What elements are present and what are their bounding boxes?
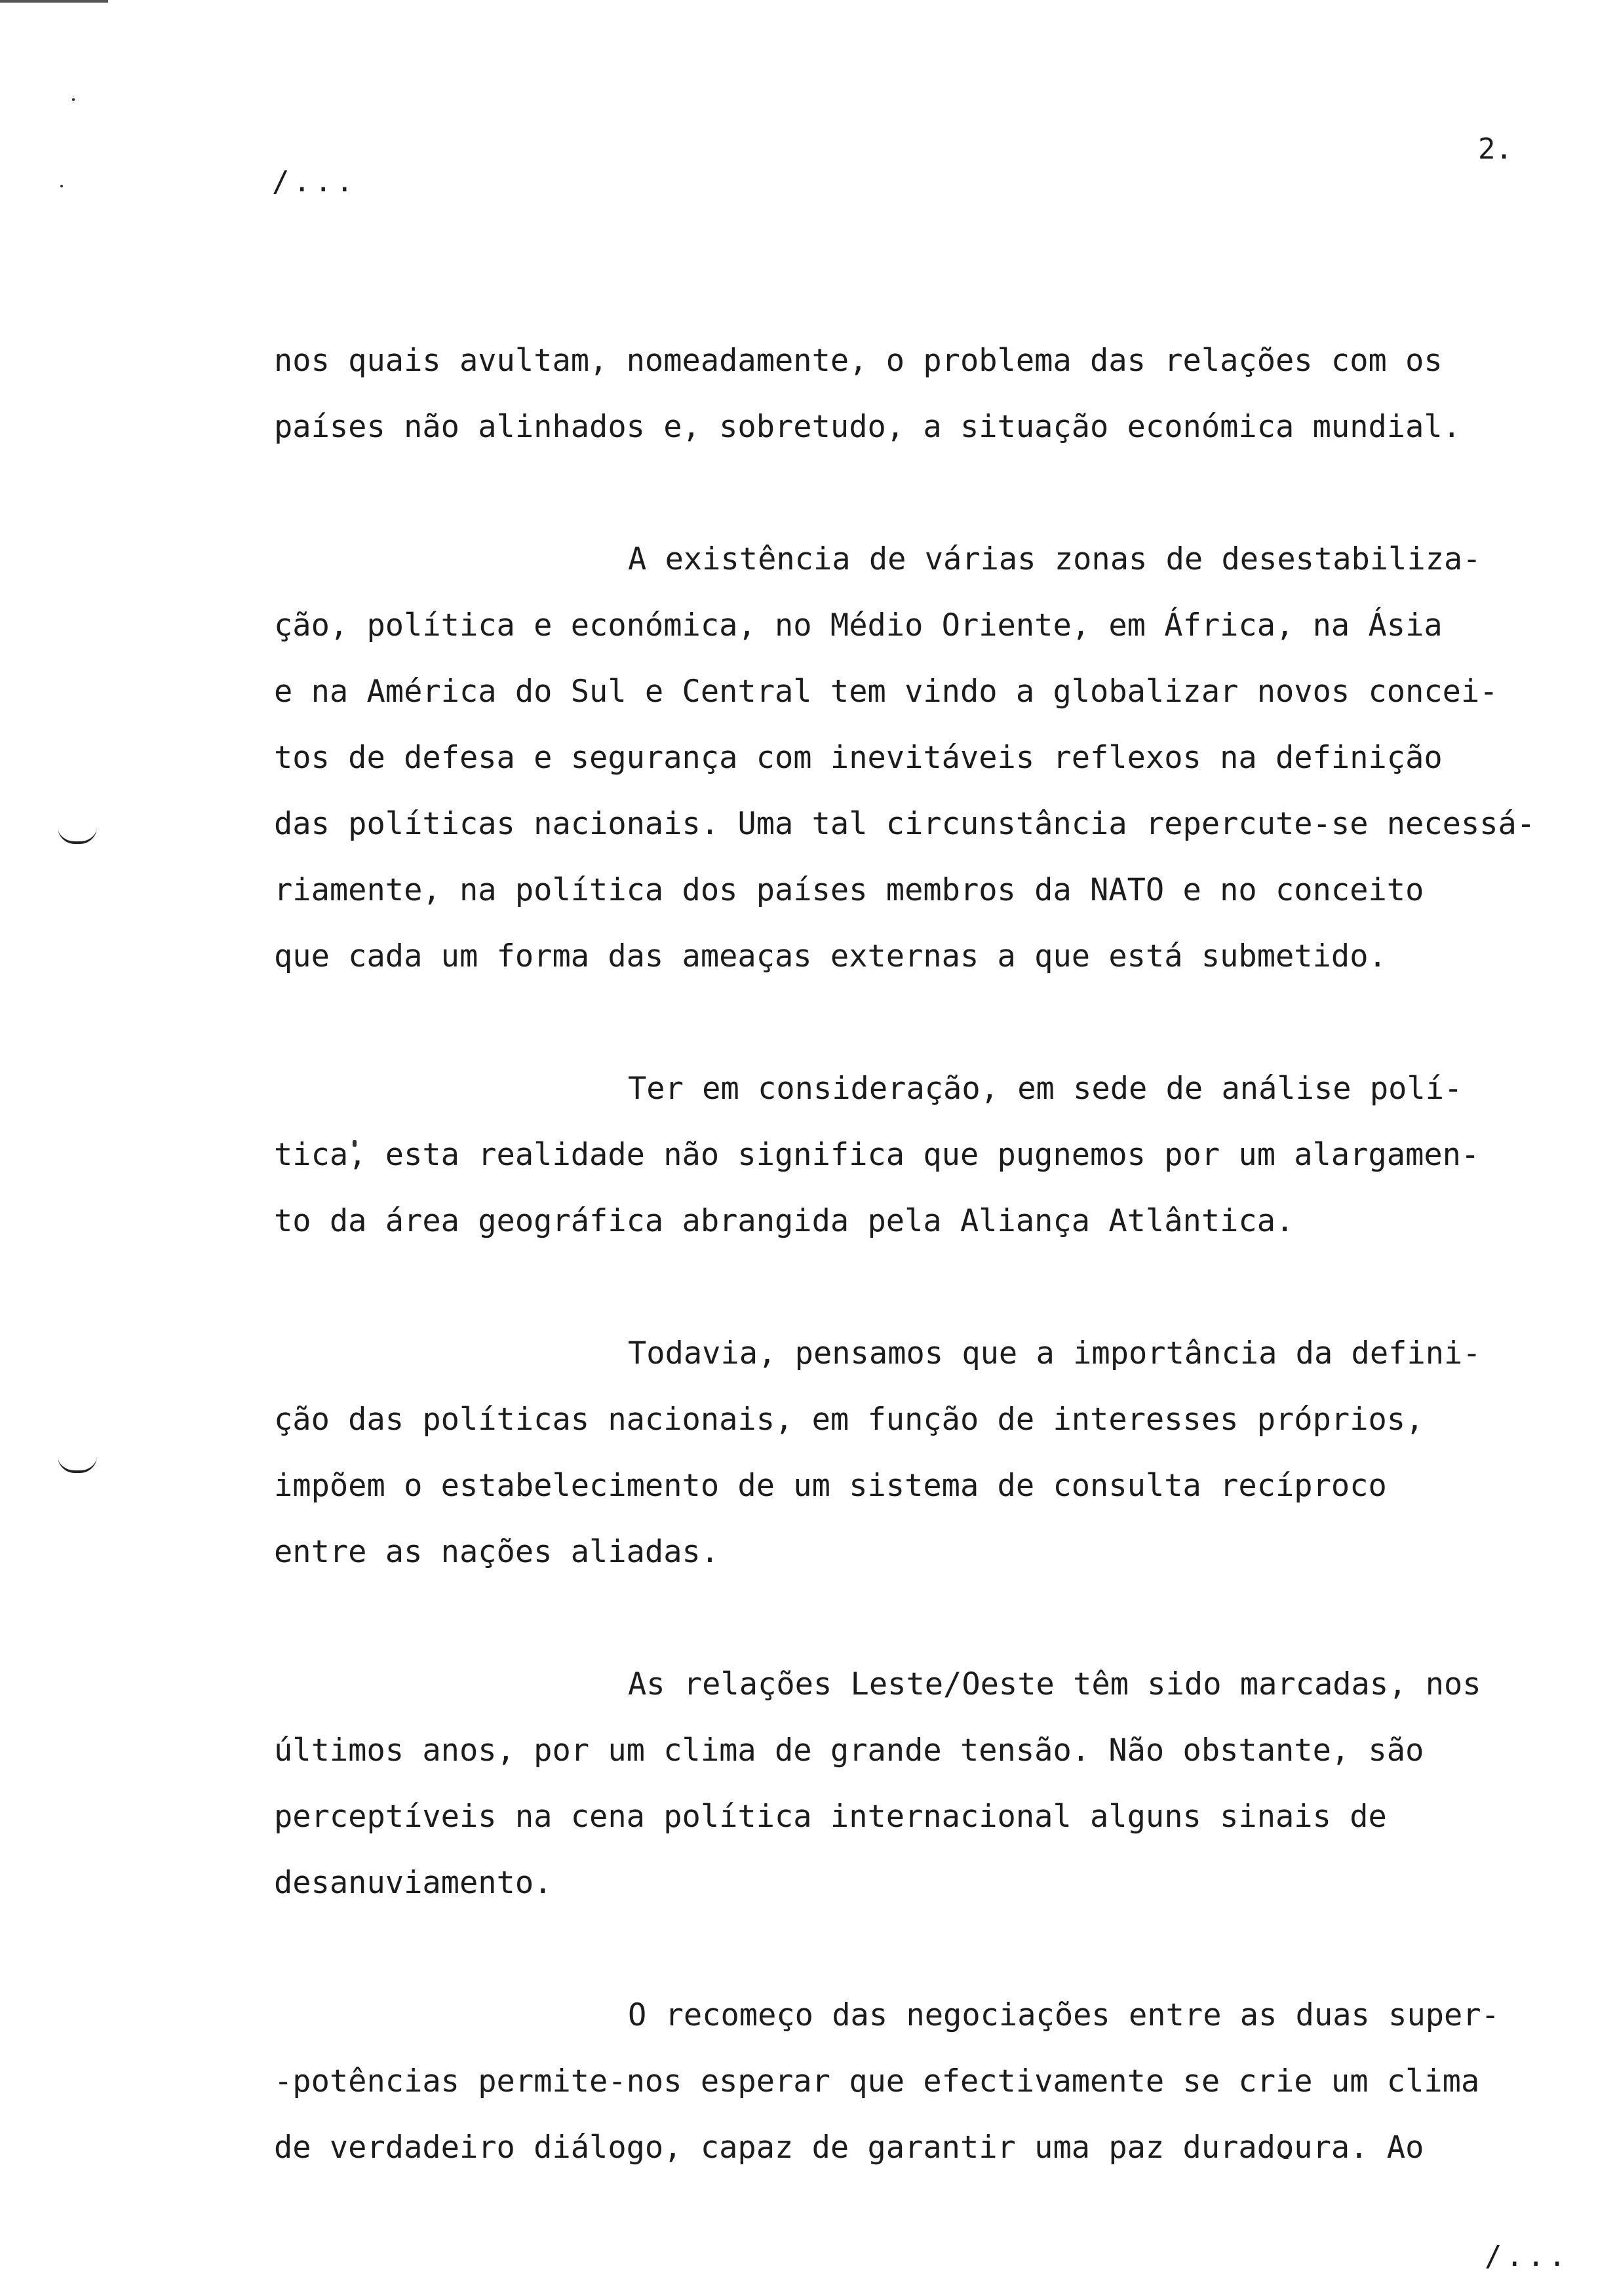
text-line: últimos anos, por um clima de grande tensão. Não obstante, são bbox=[274, 1732, 1424, 1769]
text-line: tos de defesa e segurança com inevitáveis reflexos na definição bbox=[274, 740, 1443, 776]
binding-hole-mark bbox=[58, 827, 97, 844]
text-line: e na América do Sul e Central tem vindo a globalizar novos concei- bbox=[274, 674, 1498, 710]
page-number: 2. bbox=[1478, 132, 1513, 166]
scan-edge-mark bbox=[0, 0, 108, 3]
continuation-mark-top: /... bbox=[272, 165, 357, 199]
text-line: ção, política e económica, no Médio Oriente, em África, na Ásia bbox=[274, 607, 1443, 643]
text-line: A existência de várias zonas de desestabiliza- bbox=[628, 541, 1481, 577]
paragraph bbox=[274, 1320, 1572, 1585]
paragraph bbox=[274, 1982, 1572, 2181]
text-line: nos quais avultam, nomeadamente, o problema das relações com os bbox=[274, 343, 1443, 379]
text-line: ção das políticas nacionais, em função de interesses próprios, bbox=[274, 1402, 1424, 1438]
text-line: países não alinhados e, sobretudo, a situação económica mundial. bbox=[274, 409, 1461, 445]
text-line: riamente, na política dos países membros da NATO e no conceito bbox=[274, 872, 1424, 908]
text-line: to da área geográfica abrangida pela Aliança Atlântica. bbox=[274, 1203, 1294, 1239]
text-line: que cada um forma das ameaças externas a que está submetido. bbox=[274, 938, 1387, 974]
text-line: Todavia, pensamos que a importância da defini- bbox=[628, 1335, 1481, 1371]
paragraph bbox=[274, 526, 1572, 989]
text-line: O recomeço das negociações entre as duas super- bbox=[628, 1997, 1500, 2033]
binding-hole-mark bbox=[58, 1456, 97, 1473]
document-body bbox=[274, 328, 1572, 2181]
text-line: -potências permite-nos esperar que efectivamente se crie um clima bbox=[274, 2063, 1480, 2099]
paragraph bbox=[274, 1056, 1572, 1254]
text-line: tica, esta realidade não significa que pugnemos por um alargamen- bbox=[274, 1137, 1480, 1173]
text-line: Ter em consideração, em sede de análise polí- bbox=[628, 1071, 1463, 1107]
scan-speck bbox=[72, 98, 75, 101]
text-line: das políticas nacionais. Uma tal circunstância repercute-se necessá- bbox=[274, 806, 1536, 842]
text-line: desanuviamento. bbox=[274, 1865, 553, 1901]
text-line: entre as nações aliadas. bbox=[274, 1534, 720, 1570]
text-line: perceptíveis na cena política internacional alguns sinais de bbox=[274, 1799, 1387, 1835]
text-line: As relações Leste/Oeste têm sido marcadas, nos bbox=[628, 1666, 1481, 1702]
paragraph bbox=[274, 1651, 1572, 1916]
paragraph bbox=[274, 328, 1572, 460]
scan-speck bbox=[60, 185, 63, 187]
text-line: de verdadeiro diálogo, capaz de garantir uma paz duradoura. Ao bbox=[274, 2130, 1424, 2166]
text-line: impõem o estabelecimento de um sistema de consulta recíproco bbox=[274, 1468, 1387, 1504]
continuation-mark-bottom: /... bbox=[1485, 2240, 1570, 2273]
